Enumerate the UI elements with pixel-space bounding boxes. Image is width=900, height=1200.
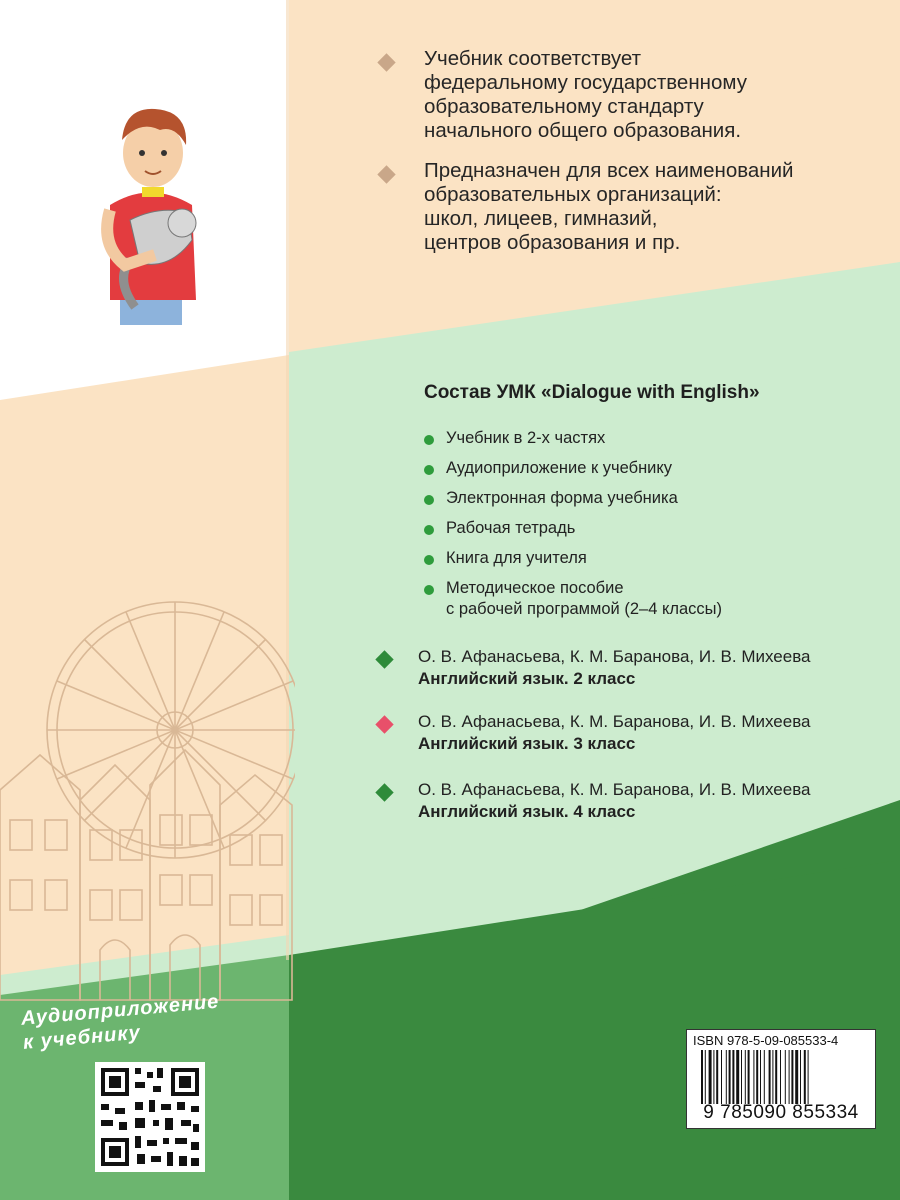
umk-item: Учебник в 2-х частях xyxy=(446,429,606,447)
intro-line: центров образования и пр. xyxy=(424,231,681,254)
intro-line: федеральному государственному xyxy=(424,71,747,94)
umk-item: Рабочая тетрадь xyxy=(446,519,576,537)
boy-with-cat-illustration xyxy=(100,95,210,330)
isbn-number: ISBN 978-5-09-085533-4 xyxy=(693,1033,839,1048)
audio-label-line: к учебнику xyxy=(22,1021,142,1054)
book-authors: О. В. Афанасьева, К. М. Баранова, И. В. Михеева xyxy=(418,647,811,666)
umk-bullet-dot xyxy=(424,435,434,445)
umk-item: с рабочей программой (2–4 классы) xyxy=(446,600,723,618)
barcode-digits: 9 785090 855334 xyxy=(703,1102,859,1123)
umk-item: Аудиоприложение к учебнику xyxy=(446,459,673,477)
book-entry xyxy=(418,779,811,823)
intro-line: Предназначен для всех наименований xyxy=(424,159,794,182)
book-title: Английский язык. 4 класс xyxy=(418,802,636,821)
umk-bullet-dot xyxy=(424,495,434,505)
umk-item: Методическое пособие xyxy=(446,579,624,597)
qr-code-icon xyxy=(95,1062,205,1172)
book-authors: О. В. Афанасьева, К. М. Баранова, И. В. Михеева xyxy=(418,780,811,799)
umk-bullet-dot xyxy=(424,525,434,535)
intro-line: образовательному стандарту xyxy=(424,95,704,118)
umk-bullet-dot xyxy=(424,585,434,595)
book-entry xyxy=(418,646,811,690)
book-entry xyxy=(418,711,811,755)
city-illustration xyxy=(0,590,295,1010)
intro-bullet-1 xyxy=(424,47,747,143)
book-title: Английский язык. 3 класс xyxy=(418,734,636,753)
umk-bullet-dot xyxy=(424,465,434,475)
intro-line: образовательных организаций: xyxy=(424,183,722,206)
umk-item: Книга для учителя xyxy=(446,549,587,567)
intro-bullet-2 xyxy=(424,159,794,255)
umk-bullet-dot xyxy=(424,555,434,565)
barcode-icon xyxy=(701,1050,861,1104)
intro-line: Учебник соответствует xyxy=(424,47,642,70)
intro-line: начального общего образования. xyxy=(424,119,742,142)
qr-code[interactable] xyxy=(95,1062,205,1172)
umk-heading: Состав УМК «Dialogue with English» xyxy=(424,382,760,403)
book-authors: О. В. Афанасьева, К. М. Баранова, И. В. Михеева xyxy=(418,712,811,731)
umk-item: Электронная форма учебника xyxy=(446,489,678,507)
intro-line: школ, лицеев, гимназий, xyxy=(424,207,658,230)
audio-label-line: Аудиоприложение xyxy=(20,990,221,1030)
book-title: Английский язык. 2 класс xyxy=(418,669,636,688)
isbn-barcode xyxy=(686,1029,876,1129)
